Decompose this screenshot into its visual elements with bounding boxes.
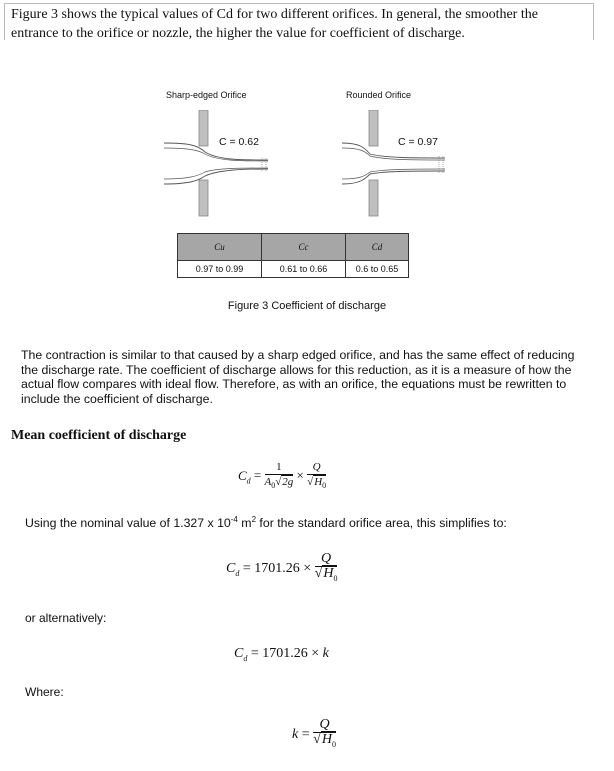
or-alternatively-label: or alternatively: bbox=[25, 611, 107, 625]
nominal-text-after: for the standard orifice area, this simplifies to: bbox=[256, 516, 507, 531]
table-header: Cc bbox=[262, 234, 346, 261]
eq2-constant: 1701.26 bbox=[254, 561, 300, 577]
equation-cd-simplified: $C_d = 1701.26$ × $\frac{Q}{√H_0}$ bbox=[226, 551, 338, 583]
equation-cd-general: $C_d$ = $\frac{1}{A_0√2g}$ × $\frac{Q}{√H_0}$ bbox=[238, 461, 327, 491]
figure-caption: Figure 3 Coefficient of discharge bbox=[227, 300, 387, 312]
nominal-exponent: -4 bbox=[230, 515, 238, 524]
nominal-text-before: Using the nominal value of 1.327 x 10 bbox=[25, 516, 231, 531]
table-cell: 0.61 to 0.66 bbox=[262, 261, 346, 278]
eq3-constant: 1701.26 bbox=[262, 646, 308, 661]
table-header: Cu bbox=[178, 234, 262, 261]
nominal-unit-power: 2 bbox=[251, 515, 257, 524]
contraction-paragraph: The contraction is similar to that caused by a sharp edged orifice, and has the same effect of reducing the discharge rate. The coefficient of discharge allows for this reduction, as it is a measure of how the actual flow compares with ideal flow. Therefore, as with an orifice, the equations must be rewritten to include the coefficient of discharge. bbox=[21, 348, 575, 406]
sharp-cd-value: C = 0.62 bbox=[219, 136, 259, 148]
rounded-orifice-title: Rounded Orifice bbox=[346, 90, 412, 100]
rounded-orifice-drawing bbox=[342, 110, 445, 216]
nominal-unit: m bbox=[237, 516, 252, 531]
coefficient-table bbox=[177, 233, 409, 278]
equation-cd-k: $C_d = 1701.26 \times k$ bbox=[234, 646, 329, 663]
rounded-cd-value: C = 0.97 bbox=[398, 136, 438, 148]
table-cell: 0.97 to 0.99 bbox=[178, 261, 262, 278]
table-header: Cd bbox=[346, 234, 409, 261]
sharp-orifice-title: Sharp-edged Orifice bbox=[166, 90, 247, 100]
equation-k: k = $\frac{Q}{√H_0}$ bbox=[292, 717, 336, 749]
table-cell: 0.6 to 0.65 bbox=[346, 261, 409, 278]
orifice-diagram bbox=[160, 110, 460, 220]
nominal-area-sentence bbox=[25, 515, 507, 530]
section-heading: Mean coefficient of discharge bbox=[11, 428, 187, 443]
sharp-orifice-drawing bbox=[164, 110, 268, 216]
table-row bbox=[178, 261, 409, 278]
table-header-row bbox=[178, 234, 409, 261]
where-label: Where: bbox=[25, 685, 64, 699]
intro-paragraph: Figure 3 shows the typical values of Cd for two different orifices. In general, the smoother the entrance to the orifice or nozzle, the higher the value for coefficient of discharge. bbox=[11, 7, 538, 41]
